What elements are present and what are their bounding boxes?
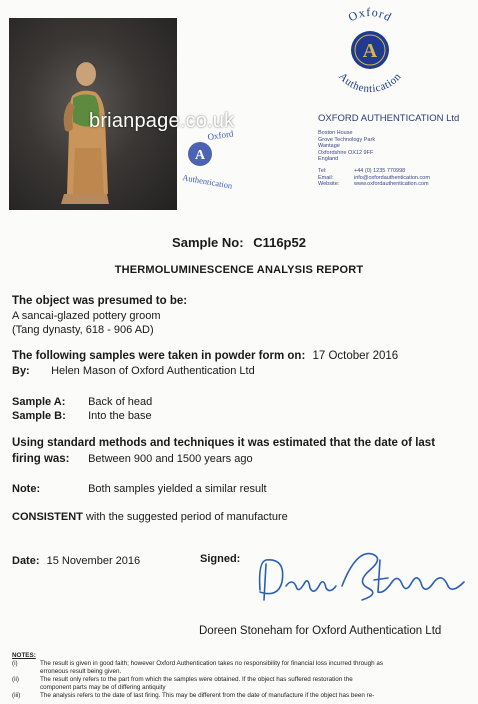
consistent-rest: with the suggested period of manufacture (85, 511, 288, 523)
estimate-line-1: Using standard methods and techniques it was estimated that the date of last (12, 437, 436, 449)
presumed-line-2: (Tang dynasty, 618 - 906 AD) (12, 324, 154, 336)
company-address-block (318, 113, 459, 188)
svg-text:Authentication: Authentication (181, 172, 234, 191)
sample-number-label: Sample No: (172, 235, 244, 250)
logo-top-word: Oxford (345, 4, 395, 25)
date-label: Date: (12, 555, 40, 567)
note-number (12, 668, 40, 676)
signature-name: Doreen Stoneham for Oxford Authentication Ltd (199, 625, 442, 637)
report-title: THERMOLUMINESCENCE ANALYSIS REPORT (114, 264, 364, 276)
note-number: (i) (12, 660, 18, 667)
tel-label: Tel: (318, 167, 327, 174)
presumed-heading: The object was presumed to be: (12, 295, 188, 307)
signed-label: Signed: (200, 553, 241, 565)
address-line: Wantage (318, 143, 340, 150)
notes-section (12, 652, 474, 700)
presumed-line-1: A sancai-glazed pottery groom (12, 310, 161, 322)
website-value: www.oxfordauthentication.com (354, 181, 429, 188)
tel-row (318, 168, 459, 175)
samples-taken-text: The following samples were taken in powder form on: (12, 350, 306, 362)
address-line: Grove Technology Park (318, 136, 376, 143)
handwritten-signature (252, 542, 474, 610)
samples-taken-date: 17 October 2016 (312, 350, 399, 362)
sample-b-value: Into the base (88, 410, 152, 422)
svg-text:Oxford: Oxford (206, 128, 235, 142)
by-value: Helen Mason of Oxford Authentication Ltd (51, 365, 255, 377)
email-value: info@oxfordauthentication.com (354, 174, 430, 181)
svg-text:A: A (194, 148, 206, 163)
note-number (12, 684, 40, 692)
logo-monogram: A (362, 40, 378, 62)
sample-b-label: Sample B: (12, 410, 66, 422)
website-label: Website: (318, 181, 340, 188)
samples-taken-line (12, 350, 398, 362)
note-label: Note: (12, 483, 41, 495)
date-line (12, 555, 140, 567)
sample-a-label: Sample A: (12, 396, 66, 408)
oxford-authentication-logo (320, 2, 420, 102)
address-line: Boston House (318, 130, 353, 136)
by-label: By: (12, 365, 30, 377)
email-label: Email: (318, 174, 334, 181)
note-number: (ii) (12, 676, 19, 683)
consistent-bold: CONSISTENT (12, 511, 83, 523)
note-text: The result is given in good faith; however Oxford Authentication takes no responsibility for financial loss incurred through as (40, 660, 384, 667)
sample-a-line (12, 396, 152, 408)
note-text: The result only refers to the part from which the samples were obtained. If the object has suffered restoration the (40, 676, 353, 683)
website-row (318, 181, 459, 188)
note-text: The analysis refers to the date of last firing. This may be different from the date of manufacture if the object has been re- (40, 692, 375, 699)
note-text: erroneous result being given. (40, 668, 122, 675)
estimate-line-2 (12, 453, 253, 465)
address-line: England (318, 156, 339, 163)
sample-a-value: Back of head (88, 396, 153, 408)
tel-value: +44 (0) 1235 770998 (354, 167, 406, 174)
note-item (12, 692, 474, 700)
note-line (12, 483, 267, 495)
logo-bottom-word: Authentication (336, 70, 404, 96)
consistent-line (12, 511, 288, 523)
note-text: component parts may be of differing antiquity (40, 684, 166, 691)
note-item (12, 660, 474, 668)
notes-heading: NOTES: (12, 652, 36, 659)
sample-number-value: C116p52 (253, 235, 306, 250)
note-number: (iii) (12, 692, 21, 699)
address-line: Oxfordshire OX12 9FF (318, 149, 374, 156)
note-item (12, 668, 474, 676)
note-item (12, 676, 474, 684)
firing-label: firing was: (12, 453, 70, 465)
sample-number (0, 235, 478, 250)
company-name: OXFORD AUTHENTICATION Ltd (318, 113, 460, 124)
company-address-lines (318, 130, 459, 188)
sample-b-line (12, 410, 152, 422)
by-line (12, 365, 255, 377)
date-value: 15 November 2016 (46, 555, 141, 567)
note-value: Both samples yielded a similar result (88, 483, 267, 495)
svg-text:Oxford (346, 5, 395, 24)
note-item (12, 684, 474, 692)
photo-seal (170, 128, 242, 192)
firing-value: Between 900 and 1500 years ago (88, 453, 253, 465)
email-row (318, 175, 459, 182)
watermark-text: brianpage.co.uk (89, 110, 235, 132)
svg-text:Authentication (336, 71, 404, 96)
